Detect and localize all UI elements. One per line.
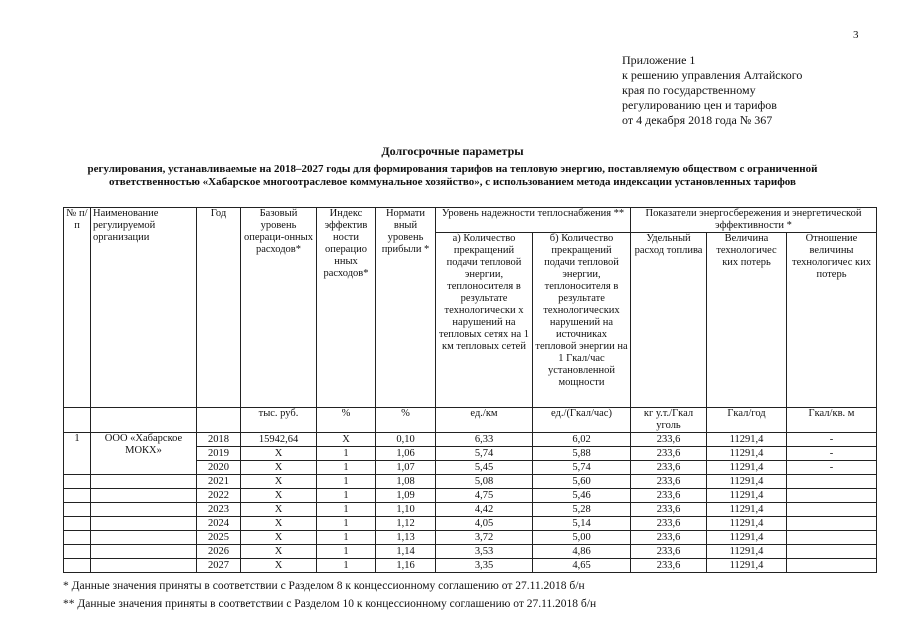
appendix-line: к решению управления Алтайского xyxy=(622,68,803,82)
cell-index: 1 xyxy=(317,503,376,517)
unit-profit: % xyxy=(376,408,436,433)
table-row xyxy=(64,433,877,447)
cell-a: 3,35 xyxy=(436,559,533,573)
cell-ratio: - xyxy=(787,433,877,447)
cell-profit: 1,07 xyxy=(376,461,436,475)
header-reliability-a: а) Количество прекращений подачи тепловой энергии, теплоносителя в результате технологически х нарушений на тепловых сетях на 1 км тепловых сетей xyxy=(436,233,533,408)
unit-b: ед./(Гкал/час) xyxy=(533,408,631,433)
cell-index: 1 xyxy=(317,489,376,503)
header-year: Год xyxy=(197,208,241,408)
cell-year: 2026 xyxy=(197,545,241,559)
cell-ratio xyxy=(787,489,877,503)
cell-profit: 1,13 xyxy=(376,531,436,545)
header-org: Наименование регулируемой организации xyxy=(91,208,197,408)
cell-fuel: 233,6 xyxy=(631,447,707,461)
unit-losses: Гкал/год xyxy=(707,408,787,433)
cell-b: 5,14 xyxy=(533,517,631,531)
appendix-block xyxy=(622,53,802,128)
cell-year: 2022 xyxy=(197,489,241,503)
cell-fuel: 233,6 xyxy=(631,517,707,531)
cell-b: 5,28 xyxy=(533,503,631,517)
cell-ratio xyxy=(787,559,877,573)
table-row xyxy=(64,545,877,559)
cell-index: 1 xyxy=(317,517,376,531)
cell-a: 6,33 xyxy=(436,433,533,447)
header-reliability-b: б) Количество прекращений подачи тепловой энергии, теплоносителя в результате технологических нарушений на источниках тепловой энергии на 1 Гкал/час установленной мощности xyxy=(533,233,631,408)
table-row xyxy=(64,503,877,517)
footnote: ** Данные значения приняты в соответствии с Разделом 10 к концессионному соглашению от 27.11.2018 б/н xyxy=(63,598,597,610)
cell-losses: 11291,4 xyxy=(707,461,787,475)
cell-base: Х xyxy=(241,447,317,461)
cell-base: Х xyxy=(241,559,317,573)
appendix-line: Приложение 1 xyxy=(622,53,696,67)
data-body xyxy=(64,433,877,573)
document-subtitle: регулирования, устанавливаемые на 2018–2027 годы для формирования тарифов на тепловую энергию, поставляемую обществом с ограниченной ответственностью «Хабарское многоотраслевое коммунальное хозяйство», с использованием метода индексации установленных тарифов xyxy=(87,163,818,188)
table-row xyxy=(64,489,877,503)
cell-losses: 11291,4 xyxy=(707,531,787,545)
cell-base: Х xyxy=(241,475,317,489)
cell-b: 6,02 xyxy=(533,433,631,447)
footnotes xyxy=(63,577,596,613)
cell-base: Х xyxy=(241,461,317,475)
cell-year: 2024 xyxy=(197,517,241,531)
cell-b: 4,65 xyxy=(533,559,631,573)
unit-a: ед./км xyxy=(436,408,533,433)
cell-losses: 11291,4 xyxy=(707,559,787,573)
cell-profit: 1,08 xyxy=(376,475,436,489)
table-row xyxy=(64,517,877,531)
cell-year: 2027 xyxy=(197,559,241,573)
cell-year: 2021 xyxy=(197,475,241,489)
cell-losses: 11291,4 xyxy=(707,517,787,531)
cell-ratio: - xyxy=(787,447,877,461)
table-row xyxy=(64,559,877,573)
cell-base: 15942,64 xyxy=(241,433,317,447)
cell-year: 2023 xyxy=(197,503,241,517)
header-losses: Величина технологичес ких потерь xyxy=(707,233,787,408)
unit-ratio: Гкал/кв. м xyxy=(787,408,877,433)
cell-a: 5,45 xyxy=(436,461,533,475)
header-fuel: Удельный расход топлива xyxy=(631,233,707,408)
cell-year: 2019 xyxy=(197,447,241,461)
cell-base: Х xyxy=(241,545,317,559)
cell-a: 5,74 xyxy=(436,447,533,461)
cell-b: 5,46 xyxy=(533,489,631,503)
cell-fuel: 233,6 xyxy=(631,545,707,559)
cell-a: 3,72 xyxy=(436,531,533,545)
cell-year: 2018 xyxy=(197,433,241,447)
header-base-costs: Базовый уровень операци-онных расходов* xyxy=(241,208,317,408)
cell-profit: 1,09 xyxy=(376,489,436,503)
cell-index: Х xyxy=(317,433,376,447)
cell-ratio xyxy=(787,545,877,559)
cell-year: 2020 xyxy=(197,461,241,475)
cell-profit: 1,06 xyxy=(376,447,436,461)
cell-base: Х xyxy=(241,503,317,517)
footnote: * Данные значения приняты в соответствии с Разделом 8 к концессионному соглашению от 27.11.2018 б/н xyxy=(63,580,585,592)
unit-index: % xyxy=(317,408,376,433)
cell-index: 1 xyxy=(317,461,376,475)
unit-fuel: кг у.т./Гкал уголь xyxy=(631,408,707,433)
cell-profit: 1,10 xyxy=(376,503,436,517)
table-row xyxy=(64,475,877,489)
cell-losses: 11291,4 xyxy=(707,503,787,517)
cell-index: 1 xyxy=(317,447,376,461)
org-number: 1 xyxy=(64,433,91,475)
cell-base: Х xyxy=(241,517,317,531)
table-row xyxy=(64,531,877,545)
cell-a: 4,42 xyxy=(436,503,533,517)
cell-a: 5,08 xyxy=(436,475,533,489)
cell-ratio: - xyxy=(787,461,877,475)
cell-b: 5,00 xyxy=(533,531,631,545)
cell-fuel: 233,6 xyxy=(631,433,707,447)
cell-index: 1 xyxy=(317,559,376,573)
document-title: Долгосрочные параметры xyxy=(381,144,524,158)
cell-losses: 11291,4 xyxy=(707,489,787,503)
header-reliability: Уровень надежности теплоснабжения ** xyxy=(436,208,631,233)
cell-base: Х xyxy=(241,489,317,503)
unit-base: тыс. руб. xyxy=(241,408,317,433)
header-ratio: Отношение величины технологичес ких потерь xyxy=(787,233,877,408)
cell-b: 4,86 xyxy=(533,545,631,559)
appendix-line: от 4 декабря 2018 года № 367 xyxy=(622,113,773,127)
cell-profit: 1,16 xyxy=(376,559,436,573)
parameters-table xyxy=(63,207,877,573)
cell-ratio xyxy=(787,531,877,545)
header-profit: Нормати вный уровень прибыли * xyxy=(376,208,436,408)
cell-a: 4,75 xyxy=(436,489,533,503)
cell-index: 1 xyxy=(317,545,376,559)
cell-year: 2025 xyxy=(197,531,241,545)
cell-b: 5,60 xyxy=(533,475,631,489)
cell-ratio xyxy=(787,503,877,517)
header-num: № п/п xyxy=(64,208,91,408)
cell-fuel: 233,6 xyxy=(631,461,707,475)
page-number: 3 xyxy=(853,29,859,41)
header-efficiency-index: Индекс эффектив ности операцио нных расходов* xyxy=(317,208,376,408)
org-name: ООО «Хабарское МОКХ» xyxy=(91,433,197,475)
cell-fuel: 233,6 xyxy=(631,475,707,489)
appendix-line: края по государственному xyxy=(622,83,756,97)
header-energy: Показатели энергосбережения и энергетической эффективности * xyxy=(631,208,877,233)
cell-losses: 11291,4 xyxy=(707,447,787,461)
cell-base: Х xyxy=(241,531,317,545)
appendix-line: регулированию цен и тарифов xyxy=(622,98,777,112)
cell-fuel: 233,6 xyxy=(631,503,707,517)
cell-ratio xyxy=(787,475,877,489)
cell-fuel: 233,6 xyxy=(631,559,707,573)
cell-fuel: 233,6 xyxy=(631,531,707,545)
cell-b: 5,74 xyxy=(533,461,631,475)
cell-a: 3,53 xyxy=(436,545,533,559)
cell-profit: 1,12 xyxy=(376,517,436,531)
cell-losses: 11291,4 xyxy=(707,433,787,447)
cell-fuel: 233,6 xyxy=(631,489,707,503)
cell-profit: 0,10 xyxy=(376,433,436,447)
cell-index: 1 xyxy=(317,531,376,545)
units-row xyxy=(64,408,877,433)
cell-b: 5,88 xyxy=(533,447,631,461)
cell-ratio xyxy=(787,517,877,531)
cell-profit: 1,14 xyxy=(376,545,436,559)
cell-index: 1 xyxy=(317,475,376,489)
cell-a: 4,05 xyxy=(436,517,533,531)
header-row xyxy=(64,208,877,233)
cell-losses: 11291,4 xyxy=(707,545,787,559)
cell-losses: 11291,4 xyxy=(707,475,787,489)
